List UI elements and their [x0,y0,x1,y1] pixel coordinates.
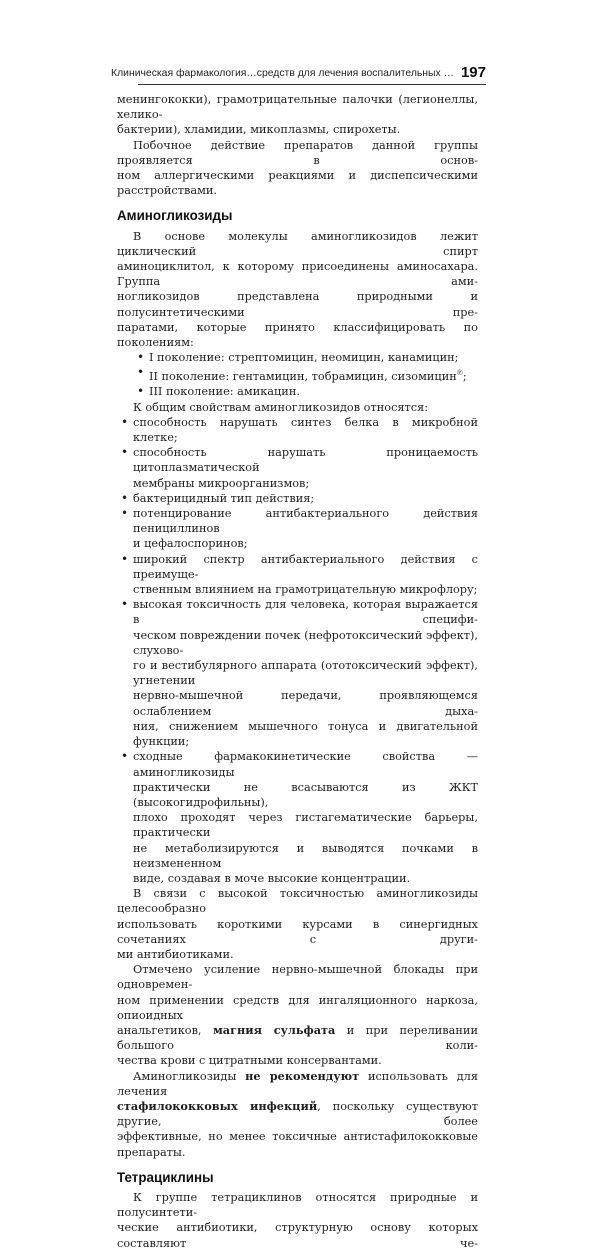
text-line [117,1023,478,1053]
list-item [117,445,478,491]
text-line: ственным влиянием на грамотрицательную микрофлору; [133,583,478,597]
list-item-text: II поколение: гентамицин, тобрамицин, сизомицин [149,370,457,384]
list-item [117,597,478,749]
section-heading-tetracyclines: Тетрациклины [117,1169,214,1185]
aminoglycosides-paragraph-2 [117,886,478,962]
text-line: • потенцирование антибактериального действия пенициллинов [133,507,478,536]
list-item [117,491,478,506]
page-number: 197 [460,64,486,81]
text-line: эффективные, но менее токсичные антистафилококковые препараты. [117,1130,478,1159]
text-line: ногликозидов представлена природными и полусинтетическими пре- [117,290,478,319]
text-line: использовать короткими курсами в синергидных сочетаниях с други- [117,917,478,946]
text-line: го и вестибулярного аппарата (ототоксический эффект), угнетении [133,659,478,688]
text-line [117,1099,478,1129]
tetracyclines-paragraph-1 [117,1190,478,1251]
text-line: плохо проходят через гистагематические барьеры, практически [133,811,478,840]
text-line: В основе молекулы аминогликозидов лежит циклический спирт [117,229,478,258]
drug-name-bold: магния сульфата [212,1022,336,1037]
text-line: виде, создавая в моче высокие концентрации. [133,871,411,885]
aminoglycosides-paragraph-3 [117,962,478,1068]
text-line: Отмечено усиление нервно-мышечной блокады при одновремен- [117,963,478,992]
text-line: ми антибиотиками. [117,947,234,961]
list-item [117,552,478,598]
text-line: • высокая токсичность для человека, которая выражается в специфи- [133,598,478,627]
registered-mark: ℗ [456,368,463,378]
generations-list [117,350,478,399]
text-line [117,1069,478,1099]
text-line: и цефалоспоринов; [133,537,248,551]
text-line: Побочное действие препаратов данной группы проявляется в основ- [117,138,478,167]
aminoglycosides-paragraph-4 [117,1069,478,1160]
text-run: , поскольку существуют другие, более [117,1099,478,1129]
list-item-text: ; [462,370,467,384]
aminoglycosides-paragraph-1 [117,229,478,351]
properties-list [117,415,478,886]
running-title: Клиническая фармакология…средств для лечения воспалительных … [111,68,454,79]
text-run: и при переливании большого коли- [117,1023,478,1053]
text-line: ном аллергическими реакциями и диспепсическими расстройствами. [117,169,478,198]
list-item [117,506,478,552]
page-body [117,92,478,1251]
list-item-text: III поколение: амикацин. [149,385,300,399]
text-line: • способность нарушать проницаемость цитоплазматической [133,446,478,475]
text-line: ческом повреждении почек (нефротоксический эффект), слухово- [133,628,478,657]
list-item [133,384,478,399]
text-line: • сходные фармакокинетические свойства — аминогликозиды [133,750,478,779]
list-item-text: I поколение: стрептомицин, неомицин, канамицин; [149,351,459,365]
text-line: бактерии), хламидии, микоплазмы, спирохеты. [117,123,401,137]
list-item [133,350,478,365]
list-item-text: бактерицидный тип действия; [133,491,315,505]
text-line: аминоциклитол, к которому присоединены аминосахара. Группа ами- [117,260,478,289]
text-run: использовать для лечения [117,1069,478,1098]
text-line: чества крови с цитратными консервантами. [117,1054,382,1068]
text-line: практически не всасываются из ЖКТ (высокогидрофильны), [133,780,478,809]
intro-paragraph-1 [117,92,478,138]
list-item-text: способность нарушать синтез белка в микробной клетке; [133,415,478,445]
emphasis-bold: стафилококковых инфекций [117,1098,318,1113]
text-line: К группе тетрациклинов относятся природные и полусинтети- [117,1190,478,1220]
text-line: нервно-мышечной передачи, проявляющемся ослаблением дыха- [133,689,478,718]
text-run: анальгетиков, [117,1023,213,1037]
text-line: мембраны микроорганизмов; [133,476,310,490]
text-line: менингококки), грамотрицательные палочки (легионеллы, хелико- [117,93,478,122]
text-line: не метаболизируются и выводятся почками в неизмененном [133,841,478,870]
text-line: • широкий спектр антибактериального действия с преимуще- [133,552,478,581]
list-item [117,749,478,886]
text-line: ческие антибиотики, структурную основу которых составляют че- [117,1221,478,1250]
text-run: Аминогликозиды [133,1069,246,1083]
running-header [111,64,486,85]
list-item [133,365,478,384]
emphasis-bold: не рекомендуют [245,1068,360,1083]
section-heading-aminoglycosides: Аминогликозиды [117,208,233,224]
properties-intro: К общим свойствам аминогликозидов относятся: [133,400,429,414]
text-line: ном применении средств для ингаляционного наркоза, опиоидных [117,993,478,1022]
list-item [117,415,478,445]
text-line: В связи с высокой токсичностью аминогликозиды целесообразно [117,887,478,916]
intro-paragraph-2 [117,138,478,199]
text-line: паратами, которые принято классифицировать по поколениям: [117,320,478,350]
text-line: ния, снижением мышечного тонуса и двигательной функции; [133,719,478,749]
